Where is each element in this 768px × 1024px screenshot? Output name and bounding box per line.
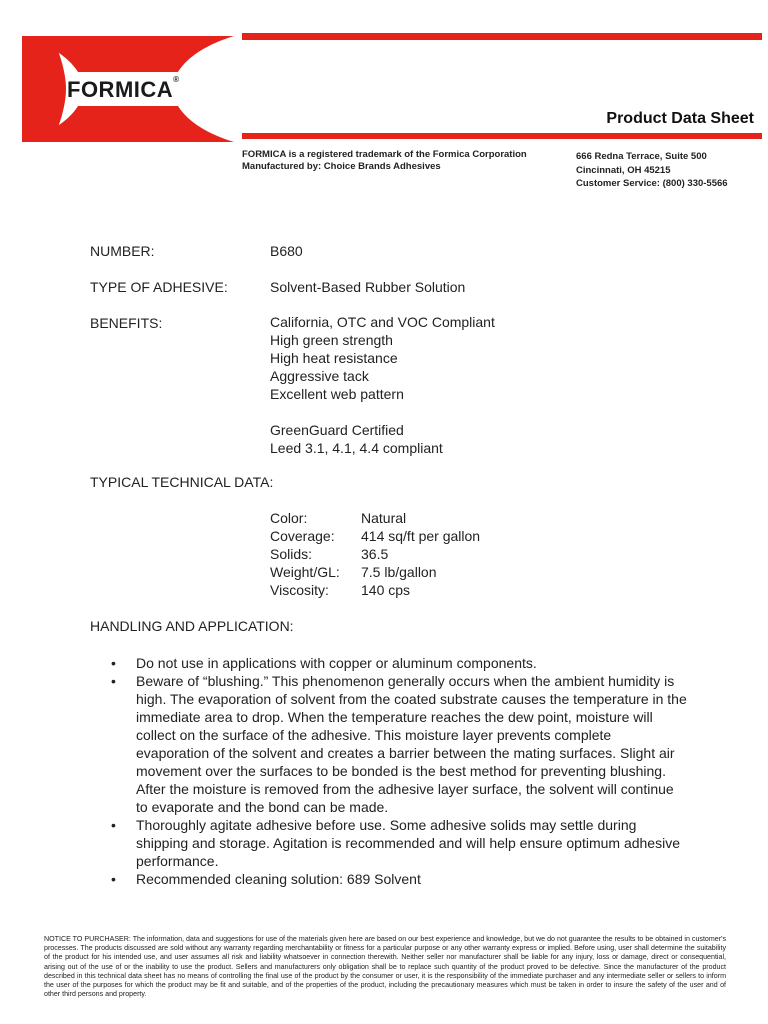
- bullet-item: • Recommended cleaning solution: 689 Solvent: [108, 870, 688, 888]
- address-line-1: 666 Redna Terrace, Suite 500: [576, 151, 707, 162]
- formica-logo: [22, 36, 234, 142]
- tech-label: Viscosity:: [270, 582, 329, 598]
- number-value: B680: [270, 243, 303, 259]
- notice-to-purchaser: NOTICE TO PURCHASER: The information, data and suggestions for use of the materials given here are based on our best experience and knowledge, but we do not guarantee the results to be obtained in customer's processes. The products discussed are sold without any warranty regarding merchantability or fitness for a particular purpose or any other warranty express or implied. Before using, user shall determine the suitability of the product for his intended use, and user assumes all risk and liability whatsoever in connection therewith. Neither seller nor manufacturer shall be liable for any injury, loss or damage, direct or consequential, arising out of the use of or the inability to use the product. Sellers and manufacturers only obligation shall be to replace such quantity of the product proved to be defective. Since the manufacturer of the product described in this technical data sheet has no means of controlling the final use of the product by the consumer or user, it is the responsibility of the immediate purchaser and any intermediate seller or sellers to inform the user of the purposes for which the product may be fit and suitable, and of the properties of the product, including the precautionary measures which must be taken in order to insure the safety of the user and of other third persons and property.: [44, 935, 726, 999]
- tech-label: Coverage:: [270, 528, 335, 544]
- registered-mark: ®: [173, 75, 180, 84]
- trademark-line: FORMICA is a registered trademark of the Formica Corporation: [242, 149, 527, 160]
- benefit-item: California, OTC and VOC Compliant: [270, 314, 495, 330]
- logo-wordmark: [67, 77, 180, 103]
- tech-label: Solids:: [270, 546, 313, 562]
- manufacturer-line: Manufactured by: Choice Brands Adhesives: [242, 161, 441, 172]
- tech-value: 7.5 lb/gallon: [361, 564, 437, 580]
- customer-service-line: Customer Service: (800) 330-5566: [576, 178, 728, 189]
- tech-value: 414 sq/ft per gallon: [361, 528, 481, 544]
- tech-value: 36.5: [361, 546, 389, 562]
- tech-value: 140 cps: [361, 582, 411, 598]
- trademark-block: [242, 149, 527, 173]
- bullet-item: • Thoroughly agitate adhesive before use. Some adhesive solids may settle during shipping and storage. Agitation is recommended and will help ensure optimum adhesive performance.: [108, 816, 688, 870]
- bullet-item: • Beware of “blushing.” This phenomenon generally occurs when the ambient humidity is high. The evaporation of solvent from the coated substrate causes the temperature in the immediate area to drop. When the temperature reaches the dew point, moisture will collect on the surface of the adhesive. This moisture layer prevents complete evaporation of the solvent and creates a barrier between the mating surfaces. Slight air movement over the surfaces to be bonded is the best method for preventing blushing. After the moisture is removed from the adhesive layer surface, the solvent will continue to evaporate and the bond can be made.: [108, 672, 688, 816]
- tech-label: Weight/GL:: [270, 564, 340, 580]
- tech-row-coverage: [270, 527, 480, 545]
- tech-row-viscosity: [270, 581, 480, 599]
- certification-item: GreenGuard Certified: [270, 422, 404, 438]
- tech-row-solids: [270, 545, 480, 563]
- benefits-label: BENEFITS:: [90, 315, 163, 331]
- tech-row-color: [270, 509, 480, 527]
- bullet-item: • Do not use in applications with copper or aluminum components.: [108, 654, 688, 672]
- address-line-2: Cincinnati, OH 45215: [576, 164, 671, 176]
- logo-text: FORMICA: [67, 77, 174, 102]
- type-label: TYPE OF ADHESIVE:: [90, 279, 228, 295]
- benefit-item: High heat resistance: [270, 350, 398, 366]
- type-value: Solvent-Based Rubber Solution: [270, 279, 466, 295]
- header-rule-top: [242, 33, 762, 40]
- page-title: Product Data Sheet: [606, 110, 754, 127]
- contact-block: [576, 150, 728, 191]
- header-rule-bottom: [242, 133, 762, 139]
- certification-item: Leed 3.1, 4.1, 4.4 compliant: [270, 440, 443, 456]
- tech-label: Color:: [270, 510, 308, 526]
- number-label: NUMBER:: [90, 243, 155, 259]
- handling-heading: HANDLING AND APPLICATION:: [90, 618, 294, 634]
- technical-data-table: [270, 509, 480, 599]
- technical-heading: TYPICAL TECHNICAL DATA:: [90, 474, 274, 490]
- benefit-item: Excellent web pattern: [270, 386, 404, 402]
- benefit-item: High green strength: [270, 332, 393, 348]
- benefits-list: [270, 313, 495, 457]
- handling-bullets: [108, 654, 688, 888]
- tech-value: Natural: [361, 510, 407, 526]
- benefit-item: Aggressive tack: [270, 368, 369, 384]
- tech-row-weight: [270, 563, 480, 581]
